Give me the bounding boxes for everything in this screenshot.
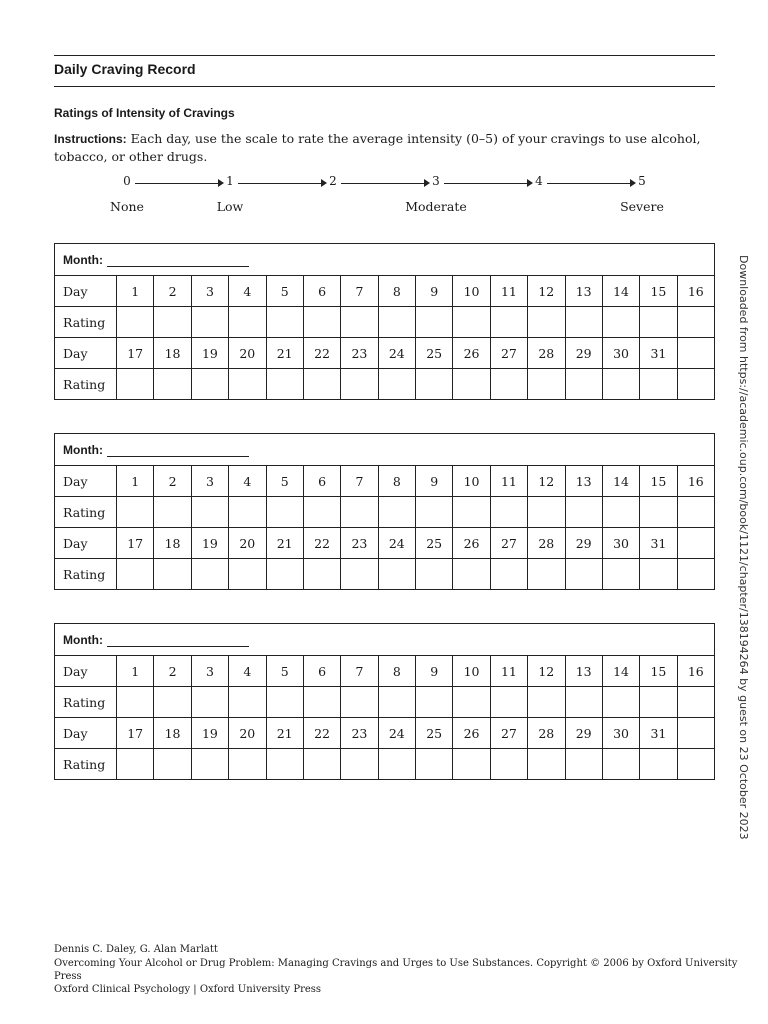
rating-cell[interactable] <box>416 559 453 590</box>
rating-cell[interactable] <box>640 559 677 590</box>
day-number-cell: 5 <box>266 466 303 497</box>
day-number-cell: 6 <box>303 276 340 307</box>
day-number-cell: 21 <box>266 338 303 369</box>
day-number-cell: 31 <box>640 338 677 369</box>
rating-cell[interactable] <box>490 307 527 338</box>
rating-row <box>55 749 715 780</box>
day-number-cell: 18 <box>154 718 191 749</box>
scale-arrow-1 <box>218 179 224 187</box>
rating-cell[interactable] <box>378 497 415 528</box>
day-number-cell: 8 <box>378 276 415 307</box>
rating-cell[interactable] <box>229 749 266 780</box>
day-number-cell: 26 <box>453 718 490 749</box>
day-number-cell: 6 <box>303 656 340 687</box>
rating-cell[interactable] <box>490 687 527 718</box>
rating-cell[interactable] <box>154 687 191 718</box>
rating-cell[interactable] <box>528 307 565 338</box>
scale-arrow-5 <box>630 179 636 187</box>
day-row <box>55 528 715 559</box>
rating-cell[interactable] <box>565 749 602 780</box>
day-number-cell: 15 <box>640 276 677 307</box>
scale-line-2-3 <box>341 183 424 184</box>
day-number-cell: 6 <box>303 466 340 497</box>
rating-cell[interactable] <box>117 497 154 528</box>
rating-cell[interactable] <box>490 559 527 590</box>
rating-cell[interactable] <box>565 497 602 528</box>
scale-label-low: Low <box>216 199 244 214</box>
rating-cell[interactable] <box>191 687 228 718</box>
rating-cell[interactable] <box>565 307 602 338</box>
rating-cell[interactable] <box>229 559 266 590</box>
rating-cell[interactable] <box>303 559 340 590</box>
day-number-cell: 12 <box>528 276 565 307</box>
day-number-cell: 20 <box>229 338 266 369</box>
day-number-cell: 20 <box>229 718 266 749</box>
rating-cell[interactable] <box>191 559 228 590</box>
scale-arrow-2 <box>321 179 327 187</box>
rating-cell[interactable] <box>229 307 266 338</box>
rating-cell[interactable] <box>490 497 527 528</box>
day-number-cell: 31 <box>640 528 677 559</box>
day-number-cell: 17 <box>117 718 154 749</box>
rating-cell[interactable] <box>565 687 602 718</box>
instructions <box>54 130 719 165</box>
rating-cell[interactable] <box>640 497 677 528</box>
rating-cell[interactable] <box>303 369 340 400</box>
rating-cell[interactable] <box>453 497 490 528</box>
rating-row <box>55 497 715 528</box>
day-number-cell: 30 <box>602 528 639 559</box>
rating-cell[interactable] <box>565 559 602 590</box>
day-number-cell: 16 <box>677 466 714 497</box>
rating-cell[interactable] <box>266 749 303 780</box>
rating-cell[interactable] <box>416 369 453 400</box>
rating-cell[interactable] <box>154 307 191 338</box>
rating-cell[interactable] <box>416 687 453 718</box>
day-label: Day <box>55 528 117 559</box>
month-label: Month: <box>63 443 103 457</box>
day-number-cell: 14 <box>602 656 639 687</box>
month-input-line[interactable] <box>107 253 249 267</box>
day-number-cell: 30 <box>602 338 639 369</box>
day-number-cell: 20 <box>229 528 266 559</box>
rating-label: Rating <box>55 749 117 780</box>
rating-cell[interactable] <box>602 369 639 400</box>
rating-cell[interactable] <box>341 307 378 338</box>
scale-line-1-2 <box>238 183 321 184</box>
rating-cell[interactable] <box>154 559 191 590</box>
rating-cell[interactable] <box>266 497 303 528</box>
rating-label: Rating <box>55 559 117 590</box>
rating-cell[interactable] <box>565 369 602 400</box>
rating-cell[interactable] <box>640 307 677 338</box>
craving-grid-1 <box>54 243 715 400</box>
day-number-cell: 10 <box>453 656 490 687</box>
intensity-scale <box>0 170 768 220</box>
rating-cell[interactable] <box>191 307 228 338</box>
day-number-cell: 1 <box>117 276 154 307</box>
day-number-cell: 23 <box>341 338 378 369</box>
day-number-cell: 4 <box>229 276 266 307</box>
month-input-line[interactable] <box>107 443 249 457</box>
day-number-cell: 11 <box>490 466 527 497</box>
day-number-cell: 22 <box>303 528 340 559</box>
instructions-label: Instructions: <box>54 132 127 146</box>
rating-cell[interactable] <box>303 307 340 338</box>
rating-cell[interactable] <box>341 559 378 590</box>
rating-label: Rating <box>55 369 117 400</box>
day-number-cell: 2 <box>154 276 191 307</box>
day-number-cell: 3 <box>191 466 228 497</box>
scale-line-0-1 <box>135 183 218 184</box>
day-number-cell: 13 <box>565 276 602 307</box>
rating-cell[interactable] <box>602 559 639 590</box>
rating-cell[interactable] <box>602 307 639 338</box>
rating-cell[interactable] <box>416 307 453 338</box>
day-number-cell: 19 <box>191 718 228 749</box>
rating-label: Rating <box>55 307 117 338</box>
rating-cell[interactable] <box>640 369 677 400</box>
month-label: Month: <box>63 633 103 647</box>
rating-cell[interactable] <box>677 497 714 528</box>
footer-citation: Overcoming Your Alcohol or Drug Problem: Managing Cravings and Urges to Use Substances. Copyright © 2006 by Oxford University Press <box>54 958 738 982</box>
day-number-cell: 29 <box>565 718 602 749</box>
rating-cell[interactable] <box>303 497 340 528</box>
rating-cell[interactable] <box>528 559 565 590</box>
day-number-cell: 28 <box>528 718 565 749</box>
day-number-cell: 1 <box>117 466 154 497</box>
day-number-cell: 22 <box>303 718 340 749</box>
scale-label-none: None <box>110 199 144 214</box>
rating-cell[interactable] <box>191 749 228 780</box>
day-number-cell: 7 <box>341 276 378 307</box>
day-number-cell: 16 <box>677 656 714 687</box>
rating-cell[interactable] <box>117 369 154 400</box>
download-watermark <box>736 255 756 840</box>
day-number-cell: 27 <box>490 718 527 749</box>
rating-cell[interactable] <box>453 559 490 590</box>
day-number-cell: 28 <box>528 528 565 559</box>
scale-number-2: 2 <box>329 174 337 188</box>
rating-cell[interactable] <box>378 307 415 338</box>
rating-cell[interactable] <box>266 559 303 590</box>
day-row <box>55 338 715 369</box>
day-row <box>55 656 715 687</box>
rating-cell[interactable] <box>602 749 639 780</box>
day-number-cell: 14 <box>602 466 639 497</box>
rating-cell[interactable] <box>341 497 378 528</box>
rating-row <box>55 369 715 400</box>
day-number-cell: 12 <box>528 466 565 497</box>
day-number-cell: 28 <box>528 338 565 369</box>
rating-cell[interactable] <box>266 307 303 338</box>
rating-cell[interactable] <box>677 559 714 590</box>
day-number-cell: 18 <box>154 338 191 369</box>
day-number-cell: 5 <box>266 276 303 307</box>
day-label: Day <box>55 718 117 749</box>
day-number-cell: 29 <box>565 338 602 369</box>
scale-number-0: 0 <box>123 174 131 188</box>
day-number-cell: 21 <box>266 718 303 749</box>
scale-arrow-3 <box>424 179 430 187</box>
day-number-cell: 19 <box>191 528 228 559</box>
month-header <box>55 624 715 656</box>
day-number-cell: 11 <box>490 276 527 307</box>
day-number-cell: 30 <box>602 718 639 749</box>
footer-authors: Dennis C. Daley, G. Alan Marlatt <box>54 944 218 955</box>
rating-cell[interactable] <box>341 749 378 780</box>
day-number-cell: 9 <box>416 276 453 307</box>
day-number-cell: 1 <box>117 656 154 687</box>
day-number-cell: 19 <box>191 338 228 369</box>
day-number-cell: 7 <box>341 656 378 687</box>
month-header <box>55 434 715 466</box>
day-number-cell: 18 <box>154 528 191 559</box>
rating-cell[interactable] <box>416 749 453 780</box>
day-row <box>55 718 715 749</box>
scale-arrow-4 <box>527 179 533 187</box>
rating-cell[interactable] <box>117 559 154 590</box>
day-number-cell: 7 <box>341 466 378 497</box>
day-number-cell: 15 <box>640 656 677 687</box>
day-number-cell: 23 <box>341 718 378 749</box>
rating-cell[interactable] <box>640 687 677 718</box>
day-number-cell: 31 <box>640 718 677 749</box>
day-label: Day <box>55 276 117 307</box>
rating-cell[interactable] <box>266 369 303 400</box>
rating-cell[interactable] <box>229 497 266 528</box>
rating-cell[interactable] <box>453 307 490 338</box>
rating-cell[interactable] <box>528 369 565 400</box>
rating-cell[interactable] <box>677 687 714 718</box>
day-number-cell: 9 <box>416 466 453 497</box>
rating-cell[interactable] <box>602 687 639 718</box>
rating-cell[interactable] <box>378 749 415 780</box>
day-number-cell: 24 <box>378 718 415 749</box>
day-number-cell <box>677 528 714 559</box>
month-header <box>55 244 715 276</box>
day-number-cell: 13 <box>565 656 602 687</box>
rating-cell[interactable] <box>303 749 340 780</box>
day-number-cell: 24 <box>378 338 415 369</box>
rating-cell[interactable] <box>453 369 490 400</box>
day-number-cell: 2 <box>154 656 191 687</box>
scale-line-4-5 <box>547 183 630 184</box>
day-number-cell <box>677 338 714 369</box>
day-number-cell: 26 <box>453 528 490 559</box>
day-number-cell: 29 <box>565 528 602 559</box>
rating-label: Rating <box>55 687 117 718</box>
rating-cell[interactable] <box>154 497 191 528</box>
day-number-cell: 17 <box>117 338 154 369</box>
rating-cell[interactable] <box>117 307 154 338</box>
rating-row <box>55 559 715 590</box>
rating-cell[interactable] <box>266 687 303 718</box>
rating-cell[interactable] <box>303 687 340 718</box>
rating-cell[interactable] <box>677 369 714 400</box>
scale-number-3: 3 <box>432 174 440 188</box>
rating-cell[interactable] <box>191 369 228 400</box>
day-number-cell: 4 <box>229 466 266 497</box>
top-rule <box>54 55 715 56</box>
rating-cell[interactable] <box>528 749 565 780</box>
rating-row <box>55 307 715 338</box>
scale-label-moderate: Moderate <box>405 199 467 214</box>
rating-cell[interactable] <box>378 687 415 718</box>
rating-cell[interactable] <box>416 497 453 528</box>
rating-cell[interactable] <box>341 687 378 718</box>
day-number-cell: 23 <box>341 528 378 559</box>
day-number-cell: 4 <box>229 656 266 687</box>
rating-cell[interactable] <box>191 497 228 528</box>
rating-cell[interactable] <box>677 749 714 780</box>
day-number-cell: 9 <box>416 656 453 687</box>
craving-grid-3 <box>54 623 715 780</box>
scale-number-1: 1 <box>226 174 234 188</box>
day-number-cell: 15 <box>640 466 677 497</box>
title-rule <box>54 86 715 87</box>
day-number-cell: 24 <box>378 528 415 559</box>
day-number-cell: 3 <box>191 276 228 307</box>
day-number-cell: 10 <box>453 276 490 307</box>
download-note: Downloaded from https://academic.oup.com/book/1121/chapter/138194264 by guest on 23 October 2023 <box>737 255 750 840</box>
rating-cell[interactable] <box>528 497 565 528</box>
day-number-cell: 21 <box>266 528 303 559</box>
rating-cell[interactable] <box>453 749 490 780</box>
rating-cell[interactable] <box>490 749 527 780</box>
day-number-cell: 16 <box>677 276 714 307</box>
day-number-cell: 17 <box>117 528 154 559</box>
day-number-cell: 25 <box>416 528 453 559</box>
rating-cell[interactable] <box>378 369 415 400</box>
day-number-cell: 11 <box>490 656 527 687</box>
day-number-cell: 27 <box>490 528 527 559</box>
rating-cell[interactable] <box>229 687 266 718</box>
rating-row <box>55 687 715 718</box>
day-number-cell: 25 <box>416 718 453 749</box>
rating-cell[interactable] <box>640 749 677 780</box>
rating-cell[interactable] <box>154 749 191 780</box>
day-label: Day <box>55 466 117 497</box>
day-number-cell: 25 <box>416 338 453 369</box>
day-number-cell: 5 <box>266 656 303 687</box>
day-number-cell: 2 <box>154 466 191 497</box>
day-row <box>55 276 715 307</box>
rating-cell[interactable] <box>229 369 266 400</box>
day-label: Day <box>55 338 117 369</box>
rating-cell[interactable] <box>528 687 565 718</box>
day-number-cell: 12 <box>528 656 565 687</box>
rating-cell[interactable] <box>453 687 490 718</box>
day-number-cell: 10 <box>453 466 490 497</box>
day-number-cell: 8 <box>378 466 415 497</box>
rating-label: Rating <box>55 497 117 528</box>
rating-cell[interactable] <box>602 497 639 528</box>
footer-publisher: Oxford Clinical Psychology | Oxford University Press <box>54 984 322 995</box>
instructions-text: Each day, use the scale to rate the average intensity (0–5) of your cravings to use alcohol, tobacco, or other drugs. <box>54 131 701 164</box>
rating-cell[interactable] <box>117 687 154 718</box>
page-title: Daily Craving Record <box>54 61 196 77</box>
rating-cell[interactable] <box>341 369 378 400</box>
day-number-cell: 3 <box>191 656 228 687</box>
scale-number-5: 5 <box>638 174 646 188</box>
section-subtitle: Ratings of Intensity of Cravings <box>54 106 235 120</box>
rating-cell[interactable] <box>677 307 714 338</box>
day-number-cell: 13 <box>565 466 602 497</box>
month-label: Month: <box>63 253 103 267</box>
craving-grid-2 <box>54 433 715 590</box>
day-number-cell: 27 <box>490 338 527 369</box>
rating-cell[interactable] <box>378 559 415 590</box>
scale-label-severe: Severe <box>620 199 664 214</box>
scale-number-4: 4 <box>535 174 543 188</box>
rating-cell[interactable] <box>490 369 527 400</box>
rating-cell[interactable] <box>117 749 154 780</box>
rating-cell[interactable] <box>154 369 191 400</box>
day-number-cell: 22 <box>303 338 340 369</box>
day-number-cell: 26 <box>453 338 490 369</box>
day-label: Day <box>55 656 117 687</box>
scale-line-3-4 <box>444 183 527 184</box>
month-input-line[interactable] <box>107 633 249 647</box>
day-number-cell <box>677 718 714 749</box>
day-number-cell: 14 <box>602 276 639 307</box>
day-number-cell: 8 <box>378 656 415 687</box>
day-row <box>55 466 715 497</box>
